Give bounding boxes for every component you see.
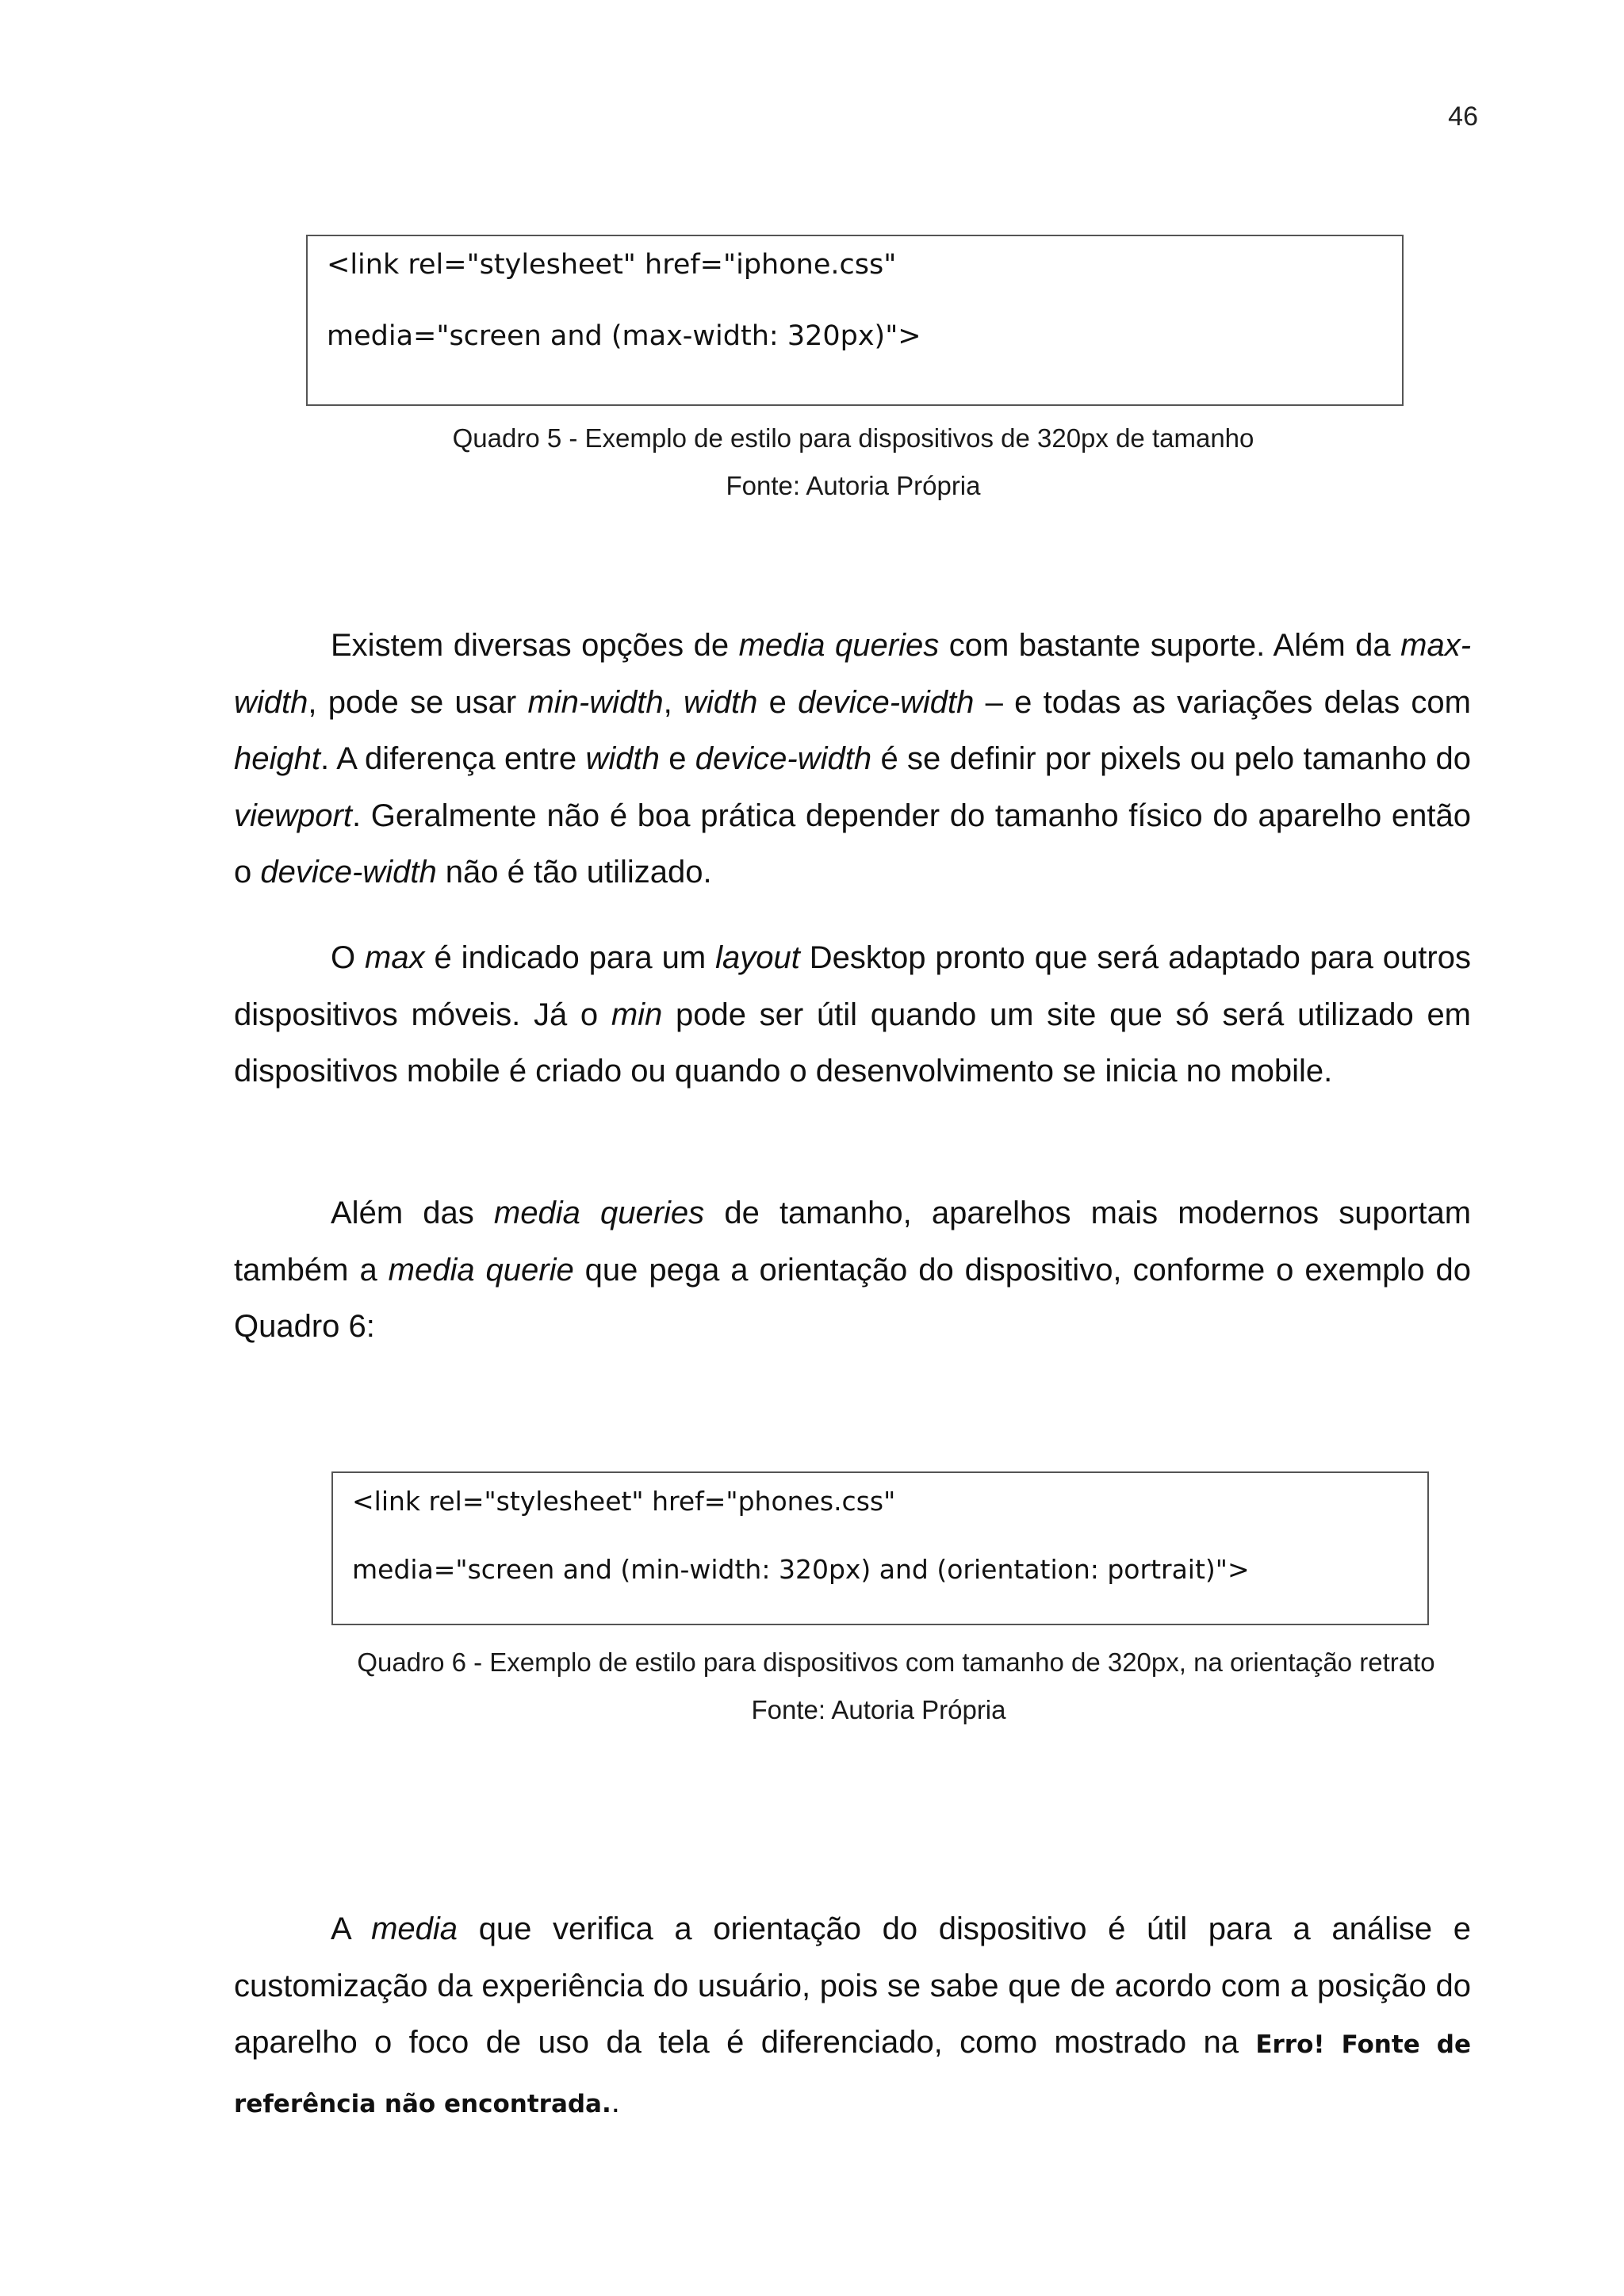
caption-quadro-5: Quadro 5 - Exemplo de estilo para dispositivos de 320px de tamanho: [452, 423, 1254, 453]
italic-term: height: [234, 741, 320, 776]
code-line: <link rel="stylesheet" href="phones.css": [352, 1486, 896, 1517]
italic-term: min: [611, 997, 663, 1032]
text: . Geralmente não é boa prática depender do tamanho físico do aparelho então o: [234, 798, 1471, 890]
italic-term: media querie: [388, 1252, 574, 1288]
italic-term: width: [683, 684, 758, 720]
italic-term: device-width: [695, 741, 872, 776]
text: O: [331, 940, 366, 975]
code-box-quadro-5: [306, 235, 1404, 406]
text: não é tão utilizado.: [436, 855, 712, 890]
text: que pega a orientação do dispositivo, conforme o exemplo do Quadro 6:: [234, 1252, 1472, 1344]
italic-term: max: [365, 940, 425, 975]
italic-term: max-width: [234, 628, 1472, 720]
code-line: media="screen and (min-width: 320px) and (orientation: portrait)">: [352, 1554, 1250, 1585]
caption-quadro-6: Quadro 6 - Exemplo de estilo para dispositivos com tamanho de 320px, na orientação retrato: [357, 1647, 1435, 1677]
italic-term: min-width: [527, 684, 664, 720]
text: ,: [663, 684, 684, 720]
code-box-quadro-6: [331, 1471, 1429, 1625]
code-line: media="screen and (max-width: 320px)">: [327, 320, 921, 352]
text: A: [331, 1911, 372, 1946]
italic-term: layout: [715, 940, 800, 975]
text: . A diferença entre: [320, 741, 586, 776]
text: de tamanho, aparelhos mais modernos suportam também a: [234, 1196, 1472, 1288]
text: que verifica a orientação do dispositivo é útil para a análise e customização da experiência do usuário, pois se sabe que de acordo com a posição do aparelho o foco de uso da tela é diferenciado, como mostrado na: [234, 1911, 1471, 2060]
italic-term: viewport: [234, 798, 352, 833]
italic-term: media queries: [738, 628, 940, 663]
paragraph-orientation-usage: [234, 1901, 1471, 2133]
source-quadro-6: Fonte: Autoria Própria: [751, 1695, 1006, 1724]
text: é indicado para um: [424, 940, 716, 975]
text: Além das: [331, 1196, 494, 1230]
text: Existem diversas opções de: [331, 628, 739, 663]
italic-term: device-width: [798, 684, 975, 720]
italic-term: device-width: [260, 855, 437, 890]
text: , pode se usar: [308, 684, 528, 720]
text: – e todas as variações delas com: [974, 684, 1471, 720]
italic-term: media: [371, 1911, 458, 1946]
paragraph-orientation-intro: [234, 1185, 1471, 1356]
paragraph-media-queries-options: [234, 618, 1471, 901]
italic-term: media queries: [493, 1196, 705, 1230]
code-line: <link rel="stylesheet" href="iphone.css": [327, 249, 897, 281]
source-quadro-5: Fonte: Autoria Própria: [726, 471, 981, 500]
text: pode ser útil quando um site que só será utilizado em dispositivos mobile é criado ou quando o desenvolvimento se inicia no mobile.: [234, 997, 1472, 1089]
text: com bastante suporte. Além da: [939, 628, 1401, 663]
text: .: [611, 2084, 620, 2119]
paragraph-max-min: [234, 930, 1471, 1100]
text: e: [659, 741, 695, 776]
text: Desktop pronto que será adaptado para outros dispositivos móveis. Já o: [234, 940, 1471, 1032]
broken-reference: Erro! Fonte de referência não encontrada.: [234, 2030, 1471, 2118]
italic-term: width: [585, 741, 660, 776]
text: é se definir por pixels ou pelo tamanho do: [871, 741, 1471, 776]
page-number: 46: [1448, 101, 1478, 132]
text: e: [757, 684, 799, 720]
